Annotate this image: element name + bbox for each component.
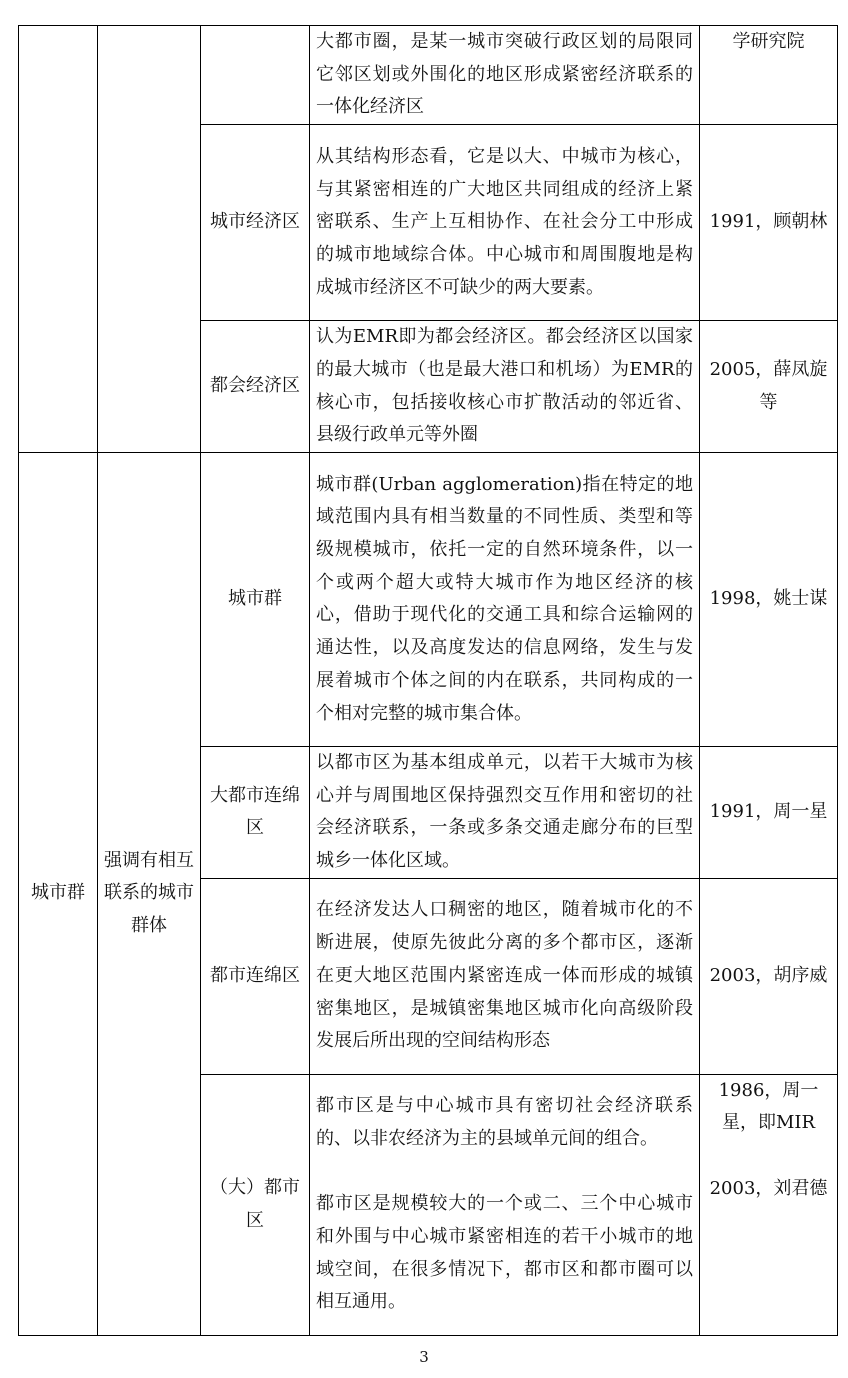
source-cell — [700, 125, 838, 321]
source-text: 1986，周一星，即MIR — [718, 1079, 819, 1134]
table-row — [19, 452, 838, 746]
term-cell: 城市经济区 — [201, 125, 310, 321]
definition-text: 从其结构形态看，它是以大、中城市为核心，与其紧密相连的广大地区共同组成的经济上紧密联系、生产上互相协作、在社会分工中形成的城市地域综合体。中心城市和周围腹地是构成城市经济区不可缺少的两大要素。 — [316, 145, 693, 298]
definition-text: 都市区是规模较大的一个或二、三个中心城市和外围与中心城市紧密相连的若干小城市的地域空间，在很多情况下，都市区和都市圈可以相互通用。 — [316, 1193, 693, 1313]
subcategory-cell: 强调有相互联系的城市群体 — [98, 452, 201, 1335]
source-text: 2003，刘君德 — [709, 1177, 828, 1199]
definition-cell — [310, 125, 700, 321]
page-number: 3 — [419, 1348, 429, 1366]
term-cell: 城市群 — [201, 452, 310, 746]
definition-text: 都市区是与中心城市具有密切社会经济联系的、以非农经济为主的县域单元间的组合。 — [316, 1095, 693, 1149]
definition-cell — [310, 746, 700, 878]
source-text: 2005，薛凤旋等 — [709, 358, 828, 413]
category-cell: 城市群 — [19, 452, 98, 1335]
definition-text: 以都市区为基本组成单元，以若干大城市为核心并与周围地区保持强烈交互作用和密切的社会经济联系，一条或多条交通走廊分布的巨型城乡一体化区域。 — [316, 751, 693, 872]
definition-text: 认为EMR即为都会经济区。都会经济区以国家的最大城市（也是最大港口和机场）为EMR的核心市，包括接收核心市扩散活动的邻近省、县级行政单元等外圈 — [316, 326, 693, 446]
term-cell — [201, 26, 310, 125]
definition-cell — [310, 1074, 700, 1335]
source-text: 1998，姚士谋 — [709, 588, 828, 610]
source-text: 1991，周一星 — [709, 800, 828, 822]
source-text: 学研究院 — [732, 31, 805, 52]
source-cell — [700, 452, 838, 746]
term-cell: 大都市连绵区 — [201, 746, 310, 878]
source-text: 2003，胡序威 — [709, 964, 828, 986]
definition-cell — [310, 878, 700, 1074]
term-cell: 都市连绵区 — [201, 878, 310, 1074]
table-row — [19, 26, 838, 125]
source-cell — [700, 26, 838, 125]
source-text: 1991，顾朝林 — [709, 211, 828, 233]
source-cell — [700, 1074, 838, 1335]
definition-text: 城市群(Urban agglomeration)指在特定的地域范围内具有相当数量的不同性质、类型和等级规模城市，依托一定的自然环境条件，以一个或两个超大或特大城市作为地区经济的核心，借助于现代化的交通工具和综合运输网的通达性，以及高度发达的信息网络，发生与发展着城市个体之间的内在联系，共同构成的一个相对完整的城市集合体。 — [316, 473, 693, 724]
definition-cell — [310, 452, 700, 746]
source-cell — [700, 878, 838, 1074]
term-cell: （大）都市区 — [201, 1074, 310, 1335]
source-cell — [700, 746, 838, 878]
definition-text: 在经济发达人口稠密的地区，随着城市化的不断进展，使原先彼此分离的多个都市区，逐渐在更大地区范围内紧密连成一体而形成的城镇密集地区，是城镇密集地区城市化向高级阶段发展后所出现的空间结构形态 — [316, 899, 693, 1052]
definition-text: 大都市圈，是某一城市突破行政区划的局限同它邻区划或外围化的地区形成紧密经济联系的一体化经济区 — [316, 31, 693, 118]
category-cell-empty — [19, 26, 98, 453]
term-cell: 都会经济区 — [201, 321, 310, 453]
subcategory-cell-empty — [98, 26, 201, 453]
source-cell — [700, 321, 838, 453]
definition-cell — [310, 26, 700, 125]
definitions-table — [18, 25, 838, 1336]
definition-cell — [310, 321, 700, 453]
